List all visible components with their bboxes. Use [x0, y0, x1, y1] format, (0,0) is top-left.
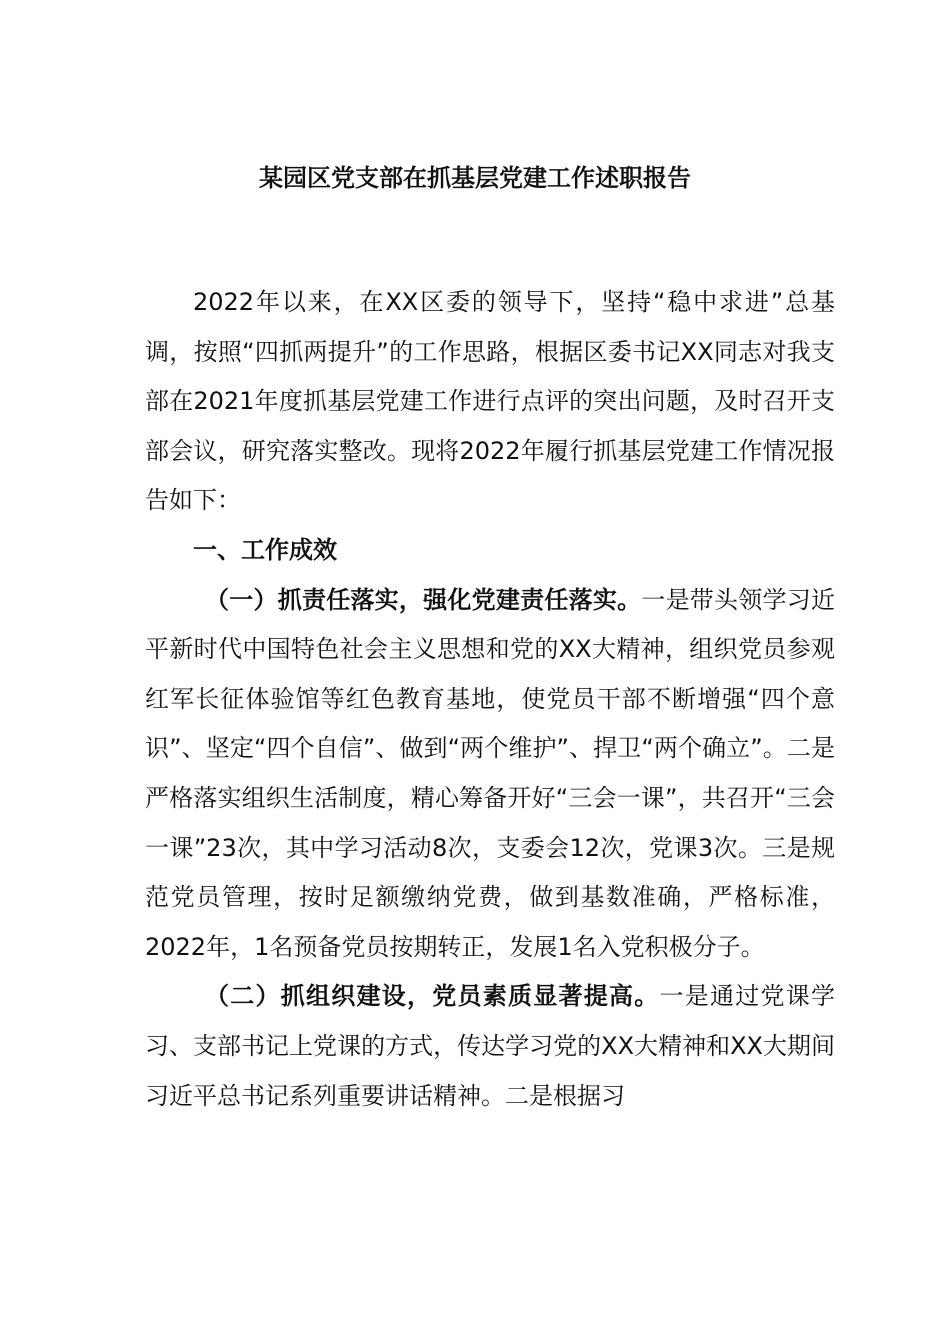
document-body	[145, 278, 835, 1121]
intro-paragraph: 2022年以来，在XX区委的领导下，坚持“稳中求进”总基调，按照“四抓两提升”的工作思路，根据区委书记XX同志对我支部在2021年度抓基层党建工作进行点评的突出问题，及时召开支部会议，研究落实整改。现将2022年履行抓基层党建工作情况报告如下：	[145, 288, 835, 515]
subsection-heading-2: （二）抓组织建设，党员素质显著提高。	[205, 982, 660, 1011]
subsection-paragraph-1	[145, 576, 835, 973]
document-title: 某园区党支部在抓基层党建工作述职报告	[259, 164, 691, 192]
section-heading: 一、工作成效	[193, 535, 337, 564]
subsection-text-1: 一是带头领学习近平新时代中国特色社会主义思想和党的XX大精神，组织党员参观红军长征体验馆等红色教育基地，使党员干部不断增强“四个意识”、坚定“四个自信”、做到“两个维护”、捍卫“两个确立”。二是严格落实组织生活制度，精心筹备开好“三会一课”，共召开“三会一课”23次，其中学习活动8次，支委会12次，党课3次。三是规范党员管理，按时足额缴纳党费，做到基数准确，严格标准，2022年，1名预备党员按期转正，发展1名入党积极分子。	[145, 585, 836, 961]
subsection-text-2: 一是通过党课学习、支部书记上党课的方式，传达学习党的XX大精神和XX大期间习近平总书记系列重要讲话精神。二是根据习	[145, 982, 835, 1110]
subsection-paragraph-2	[145, 972, 835, 1121]
subsection-heading-1: （一）抓责任落实，强化党建责任落实。	[205, 585, 642, 614]
